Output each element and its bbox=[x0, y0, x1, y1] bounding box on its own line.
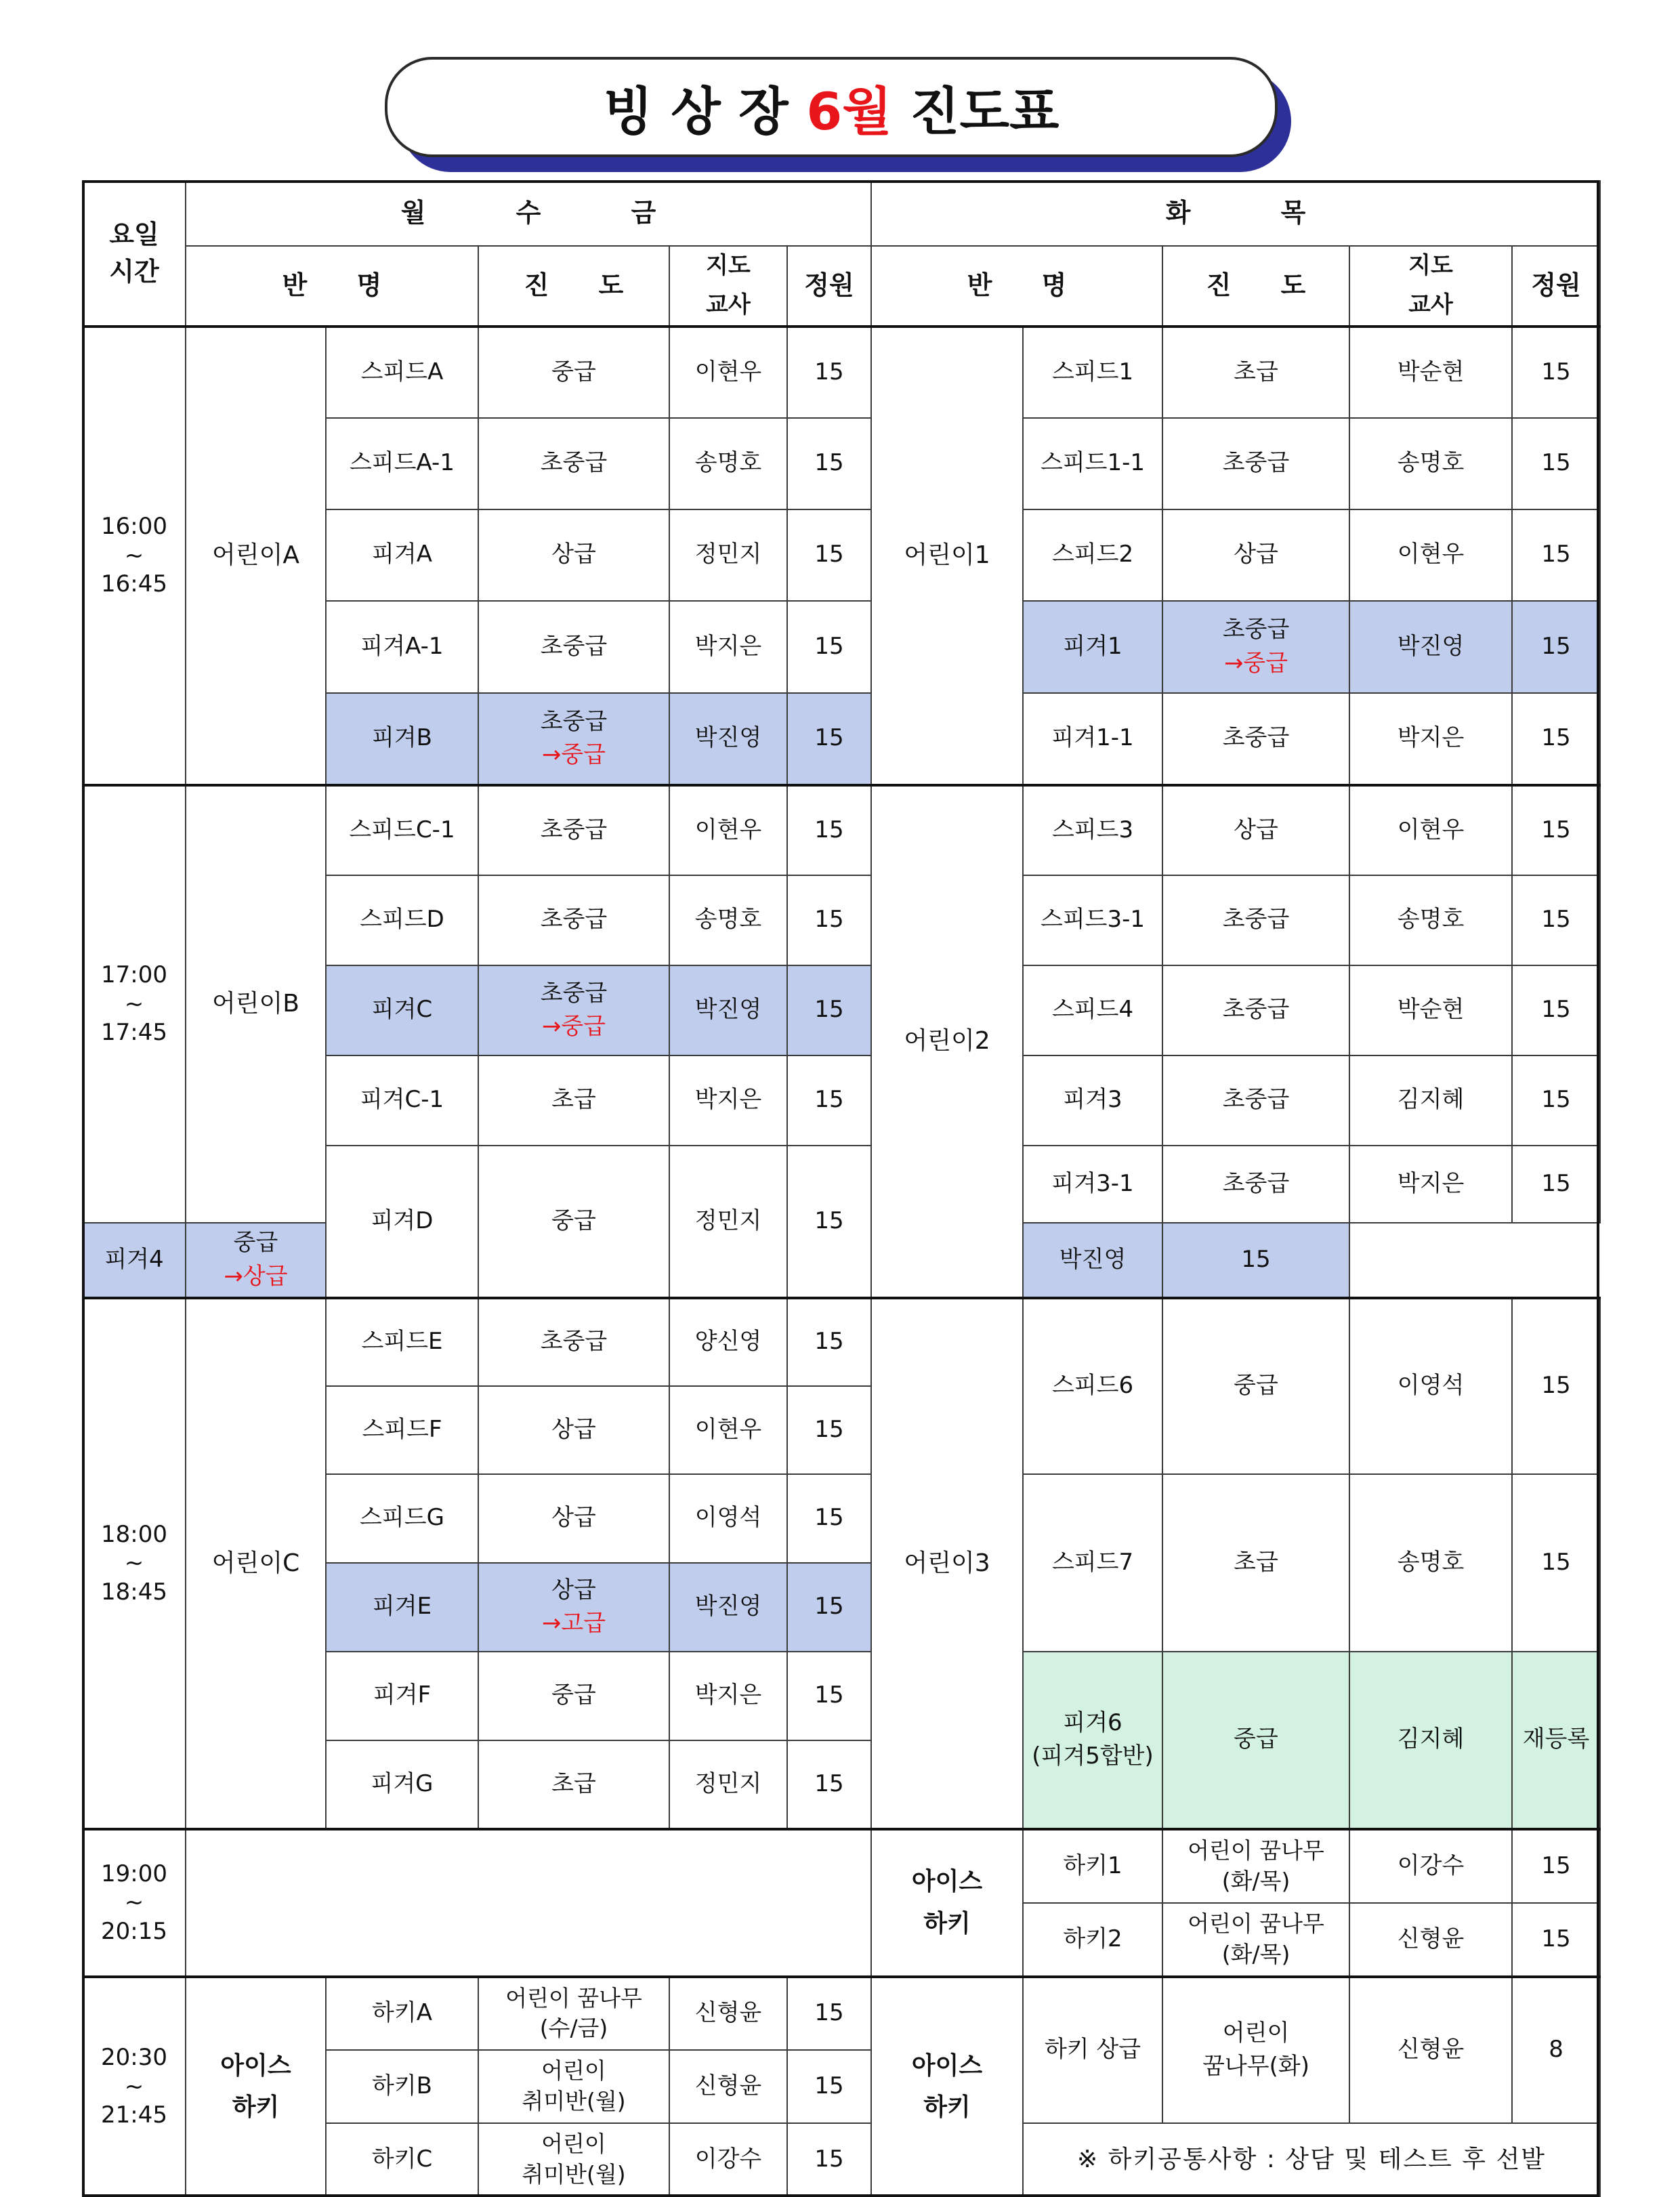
class-teacher: 이현우 bbox=[1349, 509, 1512, 601]
group-hockey-line2: 하키 bbox=[923, 1909, 971, 1938]
class-level: 초급 bbox=[1162, 1474, 1349, 1652]
table-row bbox=[83, 1977, 1600, 2050]
class-level bbox=[1162, 1977, 1349, 2123]
class-level: 초중급 bbox=[478, 418, 669, 509]
time-slot-1 bbox=[83, 327, 186, 785]
group-mwf-b: 어린이B bbox=[186, 785, 326, 1223]
class-teacher: 정민지 bbox=[669, 1146, 787, 1298]
group-hockey-mwf bbox=[186, 1977, 326, 2196]
schedule-table bbox=[82, 180, 1601, 2197]
class-teacher: 이강수 bbox=[669, 2123, 787, 2196]
class-level: 상급 bbox=[1162, 785, 1349, 875]
mwf-progress-header: 진 도 bbox=[478, 246, 669, 327]
class-level: 중급 bbox=[478, 1652, 669, 1740]
group-hockey-line2: 하키 bbox=[923, 2093, 971, 2122]
level-line2: (화/목) bbox=[1221, 1940, 1290, 1967]
class-capacity: 15 bbox=[787, 1740, 871, 1829]
class-level: 초중급 bbox=[1162, 693, 1349, 785]
class-level bbox=[478, 965, 669, 1055]
class-name: 피겨G bbox=[326, 1740, 478, 1829]
class-level bbox=[1162, 1903, 1349, 1977]
class-name: 피겨D bbox=[326, 1146, 478, 1298]
class-teacher: 박진영 bbox=[669, 1563, 787, 1652]
page-title bbox=[385, 57, 1278, 157]
mwf-header: 월 수 금 bbox=[186, 181, 871, 246]
mwf-class-header: 반 명 bbox=[186, 246, 478, 327]
group-hockey-tt bbox=[871, 1829, 1023, 1977]
time-end: 16:45 bbox=[101, 570, 167, 598]
class-level: 상급 bbox=[478, 1474, 669, 1563]
day-time-header bbox=[83, 181, 186, 327]
class-name: 스피드3 bbox=[1023, 785, 1162, 875]
level-line1: 어린이 꿈나무 bbox=[505, 1984, 642, 2011]
class-level: 초중급 bbox=[478, 785, 669, 875]
class-teacher: 이영석 bbox=[1349, 1298, 1512, 1474]
class-level: 상급 bbox=[478, 1386, 669, 1474]
class-level: 초중급 bbox=[1162, 965, 1349, 1055]
class-teacher: 박순현 bbox=[1349, 327, 1512, 418]
level-next: →고급 bbox=[541, 1610, 606, 1637]
title-prefix: 빙 상 장 bbox=[603, 81, 789, 142]
level-next: →중급 bbox=[541, 1013, 606, 1041]
class-name: 스피드F bbox=[326, 1386, 478, 1474]
class-name: 스피드1 bbox=[1023, 327, 1162, 418]
group-hockey-line1: 아이스 bbox=[220, 2051, 291, 2080]
class-capacity: 15 bbox=[787, 693, 871, 785]
class-name: 스피드A bbox=[326, 327, 478, 418]
class-level: 중급 bbox=[478, 1146, 669, 1298]
time-sep: ~ bbox=[124, 2072, 144, 2100]
tt-capacity-header: 정원 bbox=[1512, 246, 1600, 327]
time-sep: ~ bbox=[124, 541, 144, 569]
class-teacher: 박지은 bbox=[1349, 693, 1512, 785]
class-name: 스피드7 bbox=[1023, 1474, 1162, 1652]
class-capacity: 15 bbox=[1512, 327, 1600, 418]
class-name: 스피드6 bbox=[1023, 1298, 1162, 1474]
class-capacity: 15 bbox=[787, 1298, 871, 1386]
mwf-teacher-header bbox=[669, 246, 787, 327]
class-name bbox=[1023, 1652, 1162, 1829]
table-row bbox=[83, 785, 1600, 861]
class-teacher: 김지혜 bbox=[1349, 1652, 1512, 1829]
time-end: 17:45 bbox=[101, 1019, 167, 1047]
class-teacher: 박진영 bbox=[1349, 601, 1512, 693]
class-teacher: 박진영 bbox=[669, 965, 787, 1055]
class-capacity: 15 bbox=[1512, 693, 1600, 785]
time-end: 18:45 bbox=[101, 1578, 167, 1606]
class-level bbox=[478, 1977, 669, 2050]
group-tt-1: 어린이1 bbox=[871, 327, 1023, 785]
class-capacity: 15 bbox=[787, 1386, 871, 1474]
class-capacity: 15 bbox=[787, 1146, 871, 1298]
class-level: 초중급 bbox=[1162, 418, 1349, 509]
class-capacity: 15 bbox=[1512, 1474, 1600, 1652]
class-name: 하키1 bbox=[1023, 1829, 1162, 1903]
class-name: 스피드A-1 bbox=[326, 418, 478, 509]
class-level: 상급 bbox=[478, 509, 669, 601]
hockey-note: ※ 하키공통사항 : 상담 및 테스트 후 선발 bbox=[1023, 2123, 1600, 2196]
empty-cell bbox=[186, 1829, 871, 1977]
class-teacher: 이현우 bbox=[669, 1386, 787, 1474]
table-row bbox=[83, 327, 1600, 418]
class-teacher: 박순현 bbox=[1349, 965, 1512, 1055]
teacher-label-2: 교사 bbox=[706, 291, 751, 318]
group-hockey-line1: 아이스 bbox=[911, 1868, 983, 1896]
class-capacity: 15 bbox=[1512, 1903, 1600, 1977]
class-level bbox=[1162, 601, 1349, 693]
class-capacity: 15 bbox=[787, 875, 871, 965]
class-level: 초중급 bbox=[1162, 1055, 1349, 1146]
class-level: 초중급 bbox=[1162, 875, 1349, 965]
class-name: 하키A bbox=[326, 1977, 478, 2050]
level-line2: (수/금) bbox=[539, 2015, 608, 2042]
class-level: 상급 bbox=[1162, 509, 1349, 601]
class-level bbox=[1162, 1829, 1349, 1903]
class-teacher: 이영석 bbox=[669, 1474, 787, 1563]
class-capacity: 15 bbox=[787, 1474, 871, 1563]
level-line1: 어린이 bbox=[541, 2057, 606, 2085]
class-name: 하키B bbox=[326, 2050, 478, 2123]
class-level bbox=[186, 1223, 326, 1298]
class-name: 피겨E bbox=[326, 1563, 478, 1652]
class-name: 하키C bbox=[326, 2123, 478, 2196]
level-line2: (화/목) bbox=[1221, 1867, 1290, 1894]
class-teacher: 송명호 bbox=[1349, 875, 1512, 965]
class-capacity: 15 bbox=[787, 785, 871, 875]
class-name: 스피드3-1 bbox=[1023, 875, 1162, 965]
class-level bbox=[478, 2123, 669, 2196]
class-capacity: 15 bbox=[787, 1652, 871, 1740]
class-level: 초중급 bbox=[478, 875, 669, 965]
class-teacher: 송명호 bbox=[669, 875, 787, 965]
teacher-label-1: 지도 bbox=[1408, 252, 1453, 279]
title-suffix: 진도표 bbox=[910, 81, 1059, 142]
class-name: 피겨4 bbox=[83, 1223, 186, 1298]
time-sep: ~ bbox=[124, 1549, 144, 1577]
time-end: 20:15 bbox=[101, 1917, 167, 1945]
class-level: 초중급 bbox=[1162, 1146, 1349, 1223]
title-banner bbox=[385, 57, 1291, 172]
class-name: 피겨3-1 bbox=[1023, 1146, 1162, 1223]
class-teacher: 송명호 bbox=[1349, 418, 1512, 509]
class-name: 피겨A bbox=[326, 509, 478, 601]
time-start: 19:00 bbox=[101, 1860, 167, 1887]
tt-progress-header: 진 도 bbox=[1162, 246, 1349, 327]
class-capacity: 15 bbox=[1162, 1223, 1349, 1298]
time-slot-5 bbox=[83, 1977, 186, 2196]
class-name: 피겨F bbox=[326, 1652, 478, 1740]
level-current: 상급 bbox=[551, 1576, 596, 1604]
class-name: 하키2 bbox=[1023, 1903, 1162, 1977]
class-level: 중급 bbox=[478, 327, 669, 418]
class-level bbox=[478, 1563, 669, 1652]
class-capacity: 15 bbox=[787, 327, 871, 418]
class-name-sub: (피겨5합반) bbox=[1032, 1742, 1154, 1770]
class-teacher: 정민지 bbox=[669, 509, 787, 601]
class-level bbox=[478, 2050, 669, 2123]
group-hockey-line1: 아이스 bbox=[911, 2051, 983, 2080]
class-level: 초급 bbox=[478, 1740, 669, 1829]
group-mwf-a: 어린이A bbox=[186, 327, 326, 785]
time-start: 16:00 bbox=[101, 513, 167, 541]
time-slot-4 bbox=[83, 1829, 186, 1977]
class-teacher: 이현우 bbox=[669, 785, 787, 875]
class-capacity: 15 bbox=[787, 2050, 871, 2123]
class-capacity: 15 bbox=[787, 418, 871, 509]
class-capacity: 15 bbox=[787, 601, 871, 693]
group-hockey-tt-late bbox=[871, 1977, 1023, 2196]
class-capacity: 15 bbox=[787, 1563, 871, 1652]
class-capacity: 15 bbox=[1512, 1146, 1600, 1223]
class-capacity: 15 bbox=[787, 2123, 871, 2196]
time-start: 17:00 bbox=[101, 961, 167, 989]
tt-class-header: 반 명 bbox=[871, 246, 1162, 327]
class-teacher: 이현우 bbox=[1349, 785, 1512, 875]
header-row-days bbox=[83, 181, 1600, 246]
level-next: →상급 bbox=[224, 1262, 288, 1290]
group-tt-2: 어린이2 bbox=[871, 785, 1023, 1298]
class-name: 스피드E bbox=[326, 1298, 478, 1386]
level-current: 중급 bbox=[233, 1229, 278, 1257]
class-name: 피겨3 bbox=[1023, 1055, 1162, 1146]
level-line2: 취미반(월) bbox=[522, 2087, 626, 2114]
class-teacher: 박지은 bbox=[669, 601, 787, 693]
class-teacher: 송명호 bbox=[1349, 1474, 1512, 1652]
class-capacity: 15 bbox=[1512, 601, 1600, 693]
time-label: 시간 bbox=[109, 256, 159, 287]
group-tt-3: 어린이3 bbox=[871, 1298, 1023, 1829]
class-name: 스피드G bbox=[326, 1474, 478, 1563]
class-teacher: 박진영 bbox=[1023, 1223, 1162, 1298]
level-line2: 꿈나무(화) bbox=[1202, 2053, 1309, 2080]
class-teacher: 양신영 bbox=[669, 1298, 787, 1386]
tt-header: 화 목 bbox=[871, 181, 1600, 246]
class-capacity: 15 bbox=[1512, 1055, 1600, 1146]
class-capacity: 15 bbox=[787, 509, 871, 601]
class-level: 초중급 bbox=[478, 601, 669, 693]
class-name-main: 피겨6 bbox=[1063, 1709, 1122, 1736]
class-name: 스피드C-1 bbox=[326, 785, 478, 875]
class-capacity: 15 bbox=[787, 965, 871, 1055]
table-row bbox=[83, 1298, 1600, 1386]
class-name: 스피드4 bbox=[1023, 965, 1162, 1055]
time-end: 21:45 bbox=[101, 2101, 167, 2129]
class-name: 피겨C-1 bbox=[326, 1055, 478, 1146]
class-level: 중급 bbox=[1162, 1652, 1349, 1829]
class-capacity: 15 bbox=[1512, 509, 1600, 601]
level-next: →중급 bbox=[541, 741, 606, 769]
mwf-capacity-header: 정원 bbox=[787, 246, 871, 327]
class-capacity: 15 bbox=[787, 1055, 871, 1146]
class-teacher: 신형윤 bbox=[1349, 1977, 1512, 2123]
group-hockey-line2: 하키 bbox=[232, 2093, 280, 2122]
class-teacher: 송명호 bbox=[669, 418, 787, 509]
level-line1: 어린이 bbox=[1222, 2019, 1290, 2047]
class-name: 피겨1 bbox=[1023, 601, 1162, 693]
level-line1: 어린이 꿈나무 bbox=[1188, 1910, 1324, 1938]
class-level bbox=[478, 693, 669, 785]
title-month: 6월 bbox=[806, 81, 892, 142]
level-line1: 어린이 bbox=[541, 2131, 606, 2158]
class-teacher: 박지은 bbox=[669, 1055, 787, 1146]
teacher-label-2: 교사 bbox=[1408, 291, 1453, 318]
class-name: 피겨A-1 bbox=[326, 601, 478, 693]
class-teacher: 신형윤 bbox=[669, 2050, 787, 2123]
class-teacher: 정민지 bbox=[669, 1740, 787, 1829]
level-next: →중급 bbox=[1223, 649, 1288, 677]
class-capacity: 15 bbox=[1512, 875, 1600, 965]
time-start: 20:30 bbox=[101, 2044, 167, 2072]
class-name: 스피드1-1 bbox=[1023, 418, 1162, 509]
class-teacher: 신형윤 bbox=[669, 1977, 787, 2050]
level-current: 초중급 bbox=[1222, 616, 1290, 644]
class-level: 초급 bbox=[478, 1055, 669, 1146]
class-teacher: 박지은 bbox=[669, 1652, 787, 1740]
class-name: 피겨C bbox=[326, 965, 478, 1055]
class-level: 초급 bbox=[1162, 327, 1349, 418]
class-teacher: 이현우 bbox=[669, 327, 787, 418]
class-capacity: 15 bbox=[1512, 1298, 1600, 1474]
class-capacity: 재등록 bbox=[1512, 1652, 1600, 1829]
class-capacity: 15 bbox=[1512, 965, 1600, 1055]
class-teacher: 박지은 bbox=[1349, 1146, 1512, 1223]
teacher-label-1: 지도 bbox=[706, 252, 751, 279]
class-capacity: 15 bbox=[1512, 1829, 1600, 1903]
class-teacher: 신형윤 bbox=[1349, 1903, 1512, 1977]
class-name: 피겨B bbox=[326, 693, 478, 785]
class-capacity: 15 bbox=[1512, 418, 1600, 509]
class-capacity: 15 bbox=[1512, 785, 1600, 875]
class-teacher: 박진영 bbox=[669, 693, 787, 785]
class-name: 스피드D bbox=[326, 875, 478, 965]
level-line2: 취미반(월) bbox=[522, 2160, 626, 2188]
class-teacher: 김지혜 bbox=[1349, 1055, 1512, 1146]
time-slot-3 bbox=[83, 1298, 186, 1829]
class-capacity: 15 bbox=[787, 1977, 871, 2050]
class-name: 하키 상급 bbox=[1023, 1977, 1162, 2123]
class-teacher: 이강수 bbox=[1349, 1829, 1512, 1903]
time-start: 18:00 bbox=[101, 1520, 167, 1548]
time-slot-2 bbox=[83, 785, 186, 1223]
group-mwf-c: 어린이C bbox=[186, 1298, 326, 1829]
class-level: 초중급 bbox=[478, 1298, 669, 1386]
class-name: 피겨1-1 bbox=[1023, 693, 1162, 785]
class-capacity: 8 bbox=[1512, 1977, 1600, 2123]
time-sep: ~ bbox=[124, 1889, 144, 1917]
level-current: 초중급 bbox=[540, 979, 608, 1007]
tt-teacher-header bbox=[1349, 246, 1512, 327]
level-current: 초중급 bbox=[540, 707, 608, 735]
time-sep: ~ bbox=[124, 990, 144, 1018]
table-row bbox=[83, 1829, 1600, 1903]
class-level: 중급 bbox=[1162, 1298, 1349, 1474]
header-row-columns bbox=[83, 246, 1600, 327]
class-name: 스피드2 bbox=[1023, 509, 1162, 601]
level-line1: 어린이 꿈나무 bbox=[1188, 1837, 1324, 1864]
day-label: 요일 bbox=[109, 219, 159, 249]
